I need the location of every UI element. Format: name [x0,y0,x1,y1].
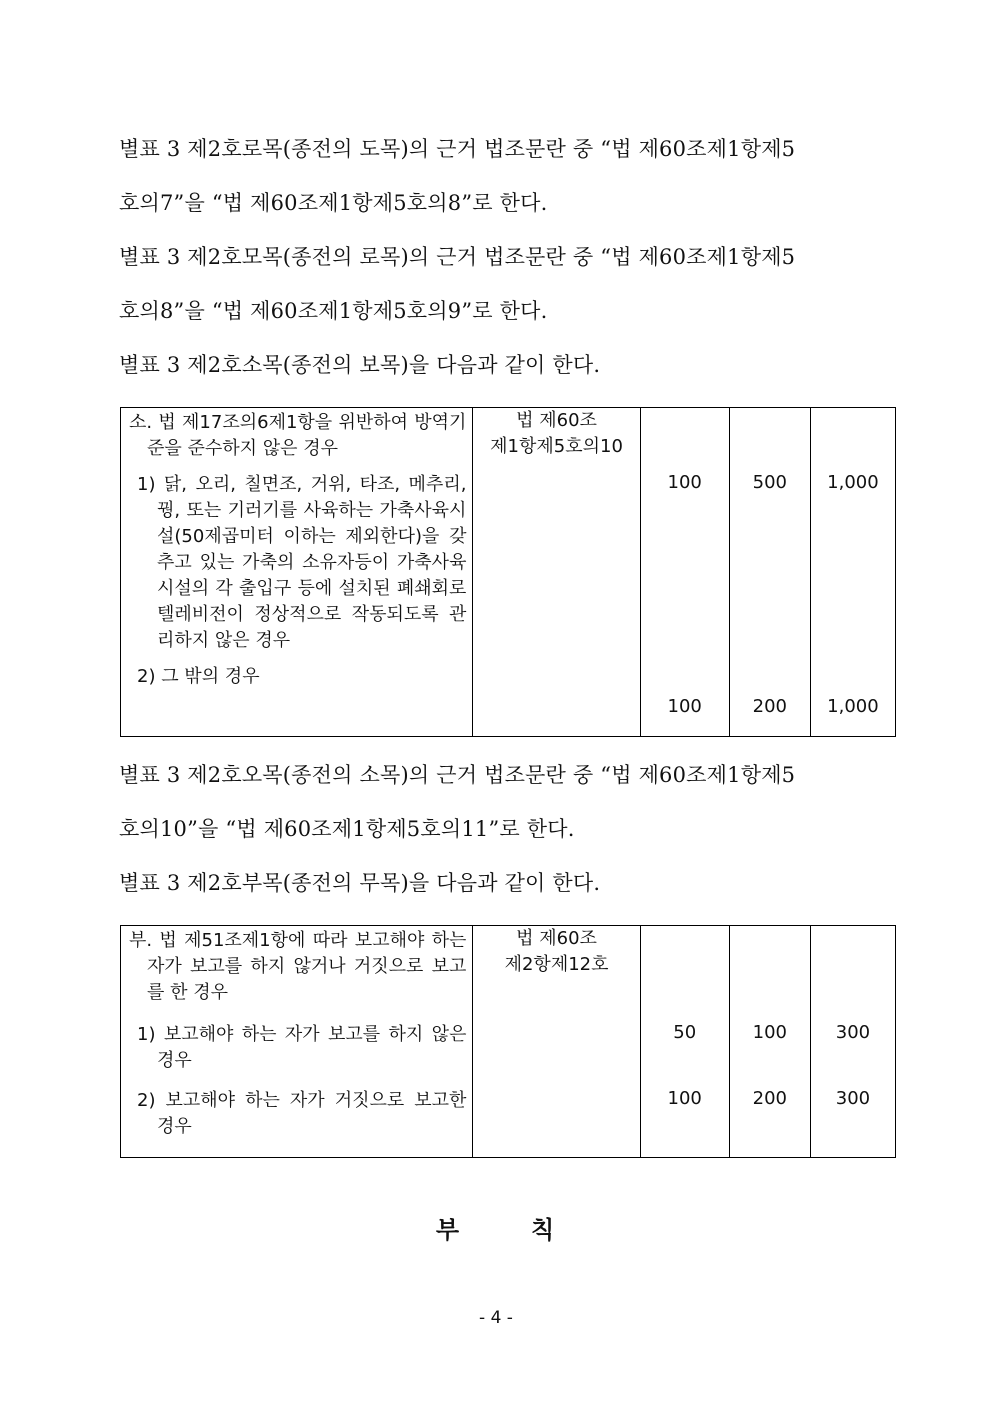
fine-value: 1,000 [827,696,879,717]
second-violation-cell [729,408,810,737]
violation-cell [121,408,473,737]
violation-item-2: 2) 보고해야 하는 자가 거짓으로 보고한 경우 [137,1090,467,1137]
third-violation-cell [810,926,895,1158]
fine-value: 1,000 [827,472,879,493]
amendment-paragraph-4-line-1: 별표 3 제2호오목(종전의 소목)의 근거 법조문란 중 “법 제60조제1항제5 [119,763,796,787]
violation-cell [121,926,473,1158]
fine-value: 50 [673,1022,697,1043]
amendment-paragraph-4-line-2: 호의10”을 “법 제60조제1항제5호의11”로 한다. [119,817,575,841]
legal-basis-line-2: 제1항제5호의10 [490,436,623,457]
violation-item-1: 1) 닭, 오리, 칠면조, 거위, 타조, 메추리, 꿩, 또는 기러기를 사육하는 가축사육시설(50제곱미터 이하는 제외한다)을 갖추고 있는 가축의 소유자등이 가축사육시설의 각 출입구 등에 설치된 폐쇄회로 텔레비전이 정상적으로 작동되도록 관리하지 않은 경우 [137,474,467,651]
supplementary-provisions-title [0,1210,992,1245]
legal-basis-line-1: 법 제60조 [516,928,597,949]
amendment-paragraph-1-line-1: 별표 3 제2호로목(종전의 도목)의 근거 법조문란 중 “법 제60조제1항제5 [119,137,796,161]
fine-value: 100 [752,1022,787,1043]
violation-item-1: 1) 보고해야 하는 자가 보고를 하지 않은 경우 [137,1024,467,1071]
first-violation-cell [640,926,729,1158]
fine-value: 100 [667,472,702,493]
amendment-paragraph-2-line-1: 별표 3 제2호모목(종전의 로목)의 근거 법조문란 중 “법 제60조제1항제5 [119,245,796,269]
table-row [121,408,896,737]
penalty-table-bu [120,925,896,1158]
amendment-paragraph-2-line-2: 호의8”을 “법 제60조제1항제5호의9”로 한다. [119,299,548,323]
page-number: - 4 - [479,1308,513,1328]
penalty-table-so [120,407,896,737]
fine-value: 100 [667,1088,702,1109]
amendment-paragraph-5: 별표 3 제2호부목(종전의 무목)을 다음과 같이 한다. [119,871,601,895]
legal-basis-cell [473,926,640,1158]
title-char-1: 부 [435,1215,461,1244]
first-violation-cell [640,408,729,737]
fine-value: 200 [752,1088,787,1109]
second-violation-cell [729,926,810,1158]
legal-basis-line-1: 법 제60조 [516,410,597,431]
violation-heading: 부. 법 제51조제1항에 따라 보고해야 하는 자가 보고를 하지 않거나 거짓으로 보고를 한 경우 [129,930,467,1003]
fine-value: 100 [667,696,702,717]
legal-basis-line-2: 제2항제12호 [504,954,609,975]
fine-value: 300 [835,1022,871,1043]
fine-value: 500 [752,472,787,493]
violation-heading: 소. 법 제17조의6제1항을 위반하여 방역기준을 준수하지 않은 경우 [129,412,467,459]
title-char-2: 칙 [531,1215,557,1244]
third-violation-cell [810,408,895,737]
legal-basis-cell [473,408,640,737]
table-row [121,926,896,1158]
amendment-paragraph-1-line-2: 호의7”을 “법 제60조제1항제5호의8”로 한다. [119,191,548,215]
fine-value: 300 [835,1088,871,1109]
fine-value: 200 [752,696,787,717]
amendment-paragraph-3: 별표 3 제2호소목(종전의 보목)을 다음과 같이 한다. [119,353,601,377]
violation-item-2: 2) 그 밖의 경우 [137,666,260,687]
